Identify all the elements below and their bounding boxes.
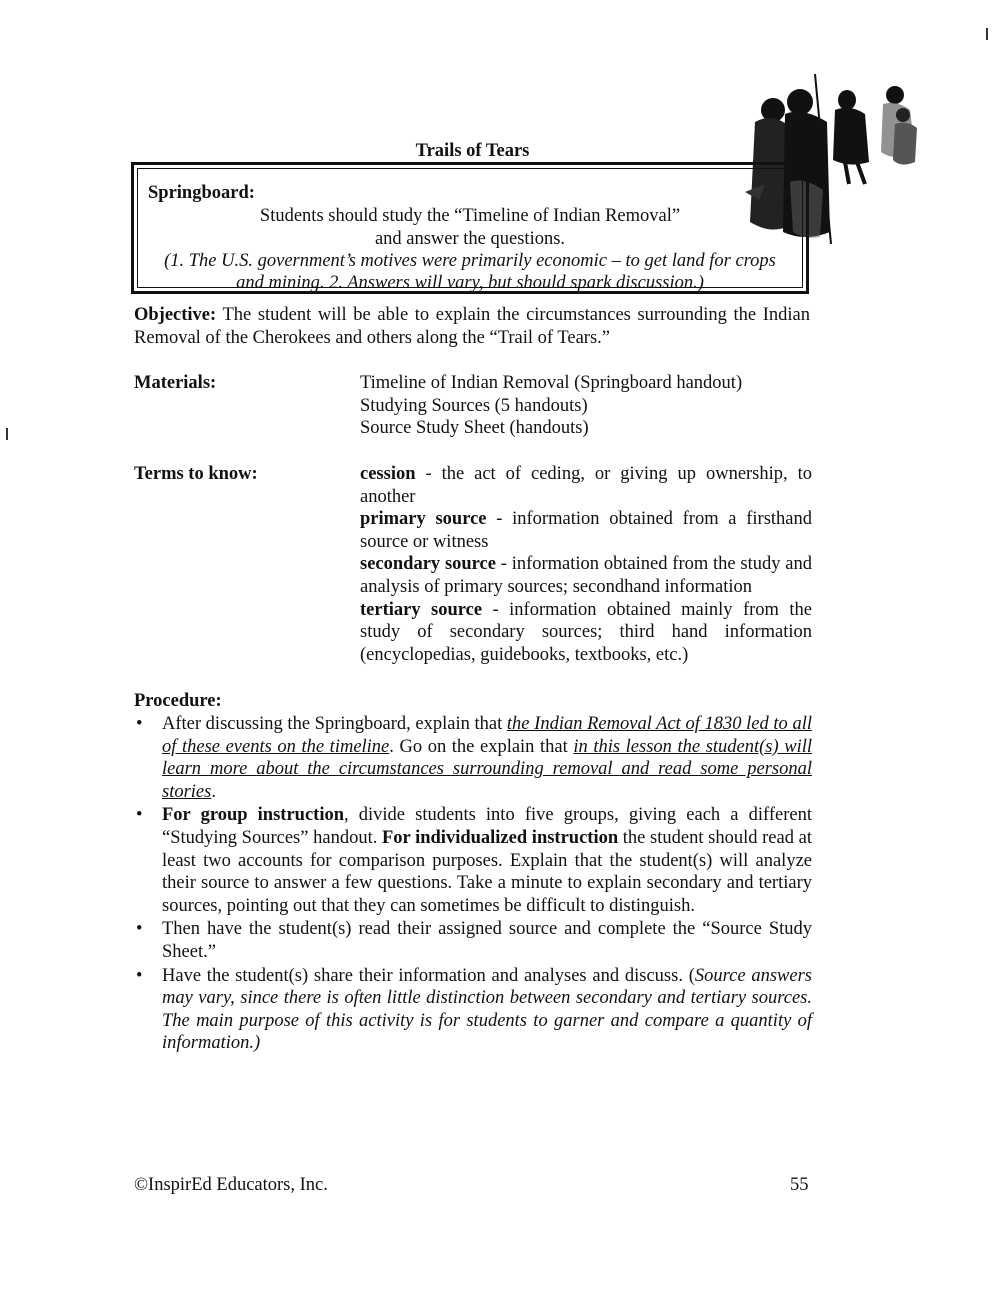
step-text: Then have the student(s) read their assigned source and complete the “Source Study Sheet.” — [162, 919, 812, 962]
springboard-answer-line1: (1. The U.S. government’s motives were primarily economic – to get land for crops — [164, 251, 776, 271]
term-item — [360, 508, 812, 553]
materials-list — [360, 372, 812, 440]
step-text: After discussing the Springboard, explain that — [162, 714, 507, 734]
step-text: Have the student(s) share their information and analyses and discuss. ( — [162, 965, 695, 986]
term-definition: - information obtained from a firsthand source or witness — [360, 509, 812, 552]
procedure-step — [134, 713, 812, 803]
materials-item: Studying Sources (5 handouts) — [360, 395, 588, 416]
page-number: 55 — [790, 1175, 809, 1195]
step-text: . — [211, 781, 216, 802]
materials-label: Materials: — [134, 373, 217, 393]
scan-edge-mark — [6, 428, 8, 440]
procedure-step — [134, 918, 812, 963]
procedure-label: Procedure: — [134, 691, 222, 711]
page-title: Trails of Tears — [415, 141, 530, 161]
procedure-step — [134, 965, 812, 1055]
term-item — [360, 463, 812, 508]
springboard-instruction-line1: Students should study the “Timeline of Indian Removal” — [259, 206, 681, 226]
objective-paragraph — [134, 304, 810, 349]
materials-item: Source Study Sheet (handouts) — [360, 418, 589, 439]
term-definition: - the act of ceding, or giving up ownership, to another — [360, 464, 812, 507]
scan-edge-mark — [986, 28, 988, 40]
step-text: the student should read at least two accounts for comparison purposes. Explain that the student(s) will analyze their source to answer a few questions. Take a minute to explain secondary and tertiary sources, pointing out that they can sometimes be difficult to distinguish. — [162, 827, 812, 916]
bullet-icon: • — [136, 965, 143, 986]
springboard-inner-border — [137, 168, 803, 293]
term-item — [360, 553, 812, 598]
term-name: tertiary source — [360, 599, 483, 620]
bullet-icon: • — [136, 805, 143, 826]
step-italic: Source answers may vary, since there is often little distinction between secondary and tertiary sources. The main purpose of this activity is for students to garner and compare a quantity of information.) — [162, 965, 812, 1054]
term-name: primary source — [360, 509, 487, 530]
term-name: secondary source — [360, 554, 496, 575]
step-emphasis: the Indian Removal Act of 1830 led to all of these events on the timeline — [162, 714, 812, 757]
step-text: , divide students into five groups, giving each a different “Studying Sources” handout. — [162, 805, 812, 848]
term-name: cession — [360, 464, 416, 484]
step-bold: For individualized instruction — [382, 827, 619, 848]
objective-text: The student will be able to explain the circumstances surrounding the Indian Removal of the Cherokees and others along the “Trail of Tears.” — [134, 305, 810, 348]
terms-list — [360, 463, 812, 666]
term-item — [360, 599, 812, 667]
springboard-box — [131, 162, 809, 294]
term-definition: - information obtained mainly from the study of secondary sources; third hand information (encyclopedias, guidebooks, textbooks, etc.) — [360, 599, 812, 665]
footer-copyright: ©InspirEd Educators, Inc. — [134, 1175, 328, 1195]
step-text: . Go on the explain that — [389, 736, 574, 757]
term-definition: - information obtained from the study and analysis of primary sources; secondhand information — [360, 554, 812, 597]
terms-label: Terms to know: — [134, 464, 258, 484]
materials-item: Timeline of Indian Removal (Springboard handout) — [360, 373, 743, 393]
objective-label: Objective: — [134, 305, 217, 325]
procedure-list — [134, 713, 812, 1056]
procedure-step — [134, 804, 812, 917]
step-emphasis: in this lesson the student(s) will learn more about the circumstances surrounding removal and read some personal stories — [162, 736, 812, 802]
springboard-instruction-line2: and answer the questions. — [374, 229, 566, 249]
bullet-icon: • — [136, 714, 143, 734]
springboard-answer-line2: and mining. 2. Answers will vary, but should spark discussion.) — [236, 273, 704, 293]
bullet-icon: • — [136, 919, 143, 940]
step-bold: For group instruction — [162, 805, 344, 826]
springboard-label: Springboard: — [148, 183, 255, 203]
